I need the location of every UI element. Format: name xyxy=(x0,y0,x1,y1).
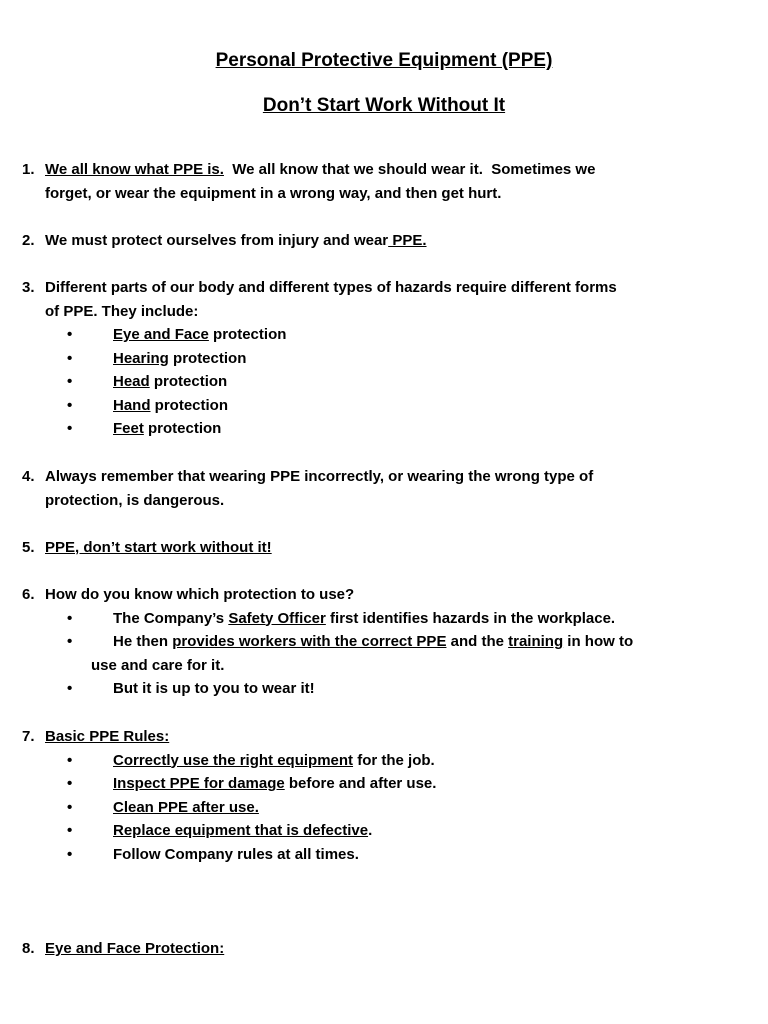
item-line: protection, is dangerous. xyxy=(45,491,225,509)
bullet-list xyxy=(45,749,732,867)
list-item-7 xyxy=(22,725,732,866)
item-number: 5. xyxy=(22,539,35,556)
bullet-item: • Eye and Face protection xyxy=(45,323,732,347)
item-number: 7. xyxy=(22,728,35,745)
list-item-2 xyxy=(22,229,732,253)
item-line xyxy=(45,725,732,749)
bullet-list xyxy=(45,323,732,441)
list-item-8 xyxy=(22,937,732,961)
bullet-item: • Replace equipment that is defective. xyxy=(45,819,732,843)
item-line: Different parts of our body and different types of hazards require different forms xyxy=(45,279,617,296)
list-item-3 xyxy=(22,276,732,441)
bullet-icon: • xyxy=(67,373,73,390)
bullet-icon: • xyxy=(67,845,73,863)
bullet-icon: • xyxy=(67,822,73,839)
item-number: 8. xyxy=(22,940,35,957)
item-number: 3. xyxy=(22,279,35,296)
item-line xyxy=(45,536,732,560)
bullet-continuation: use and care for it. xyxy=(91,656,225,674)
bullet-icon: • xyxy=(67,751,73,769)
item-line: of PPE. They include: xyxy=(45,302,199,320)
bullet-item: • Head protection xyxy=(45,370,732,394)
bullet-icon: • xyxy=(67,680,73,697)
bullet-item: • Clean PPE after use. xyxy=(45,796,732,820)
underlined-text: PPE, don’t start work without it! xyxy=(45,539,272,556)
bullet-icon: • xyxy=(67,798,73,816)
list-item-4 xyxy=(22,465,732,512)
bullet-icon: • xyxy=(67,326,73,343)
item-text: We all know that we should wear it. Sometimes we xyxy=(223,161,596,178)
item-line xyxy=(45,937,732,961)
bullet-icon: • xyxy=(67,633,73,650)
item-line xyxy=(45,229,732,253)
document-subtitle: Don’t Start Work Without It xyxy=(262,95,506,116)
bullet-item: • But it is up to you to wear it! xyxy=(45,677,732,701)
list-item-1 xyxy=(22,158,732,205)
bullet-item: • Hand protection xyxy=(45,394,732,418)
bullet-icon: • xyxy=(67,420,73,437)
bullet-item: • Correctly use the right equipment for the job. xyxy=(45,749,732,773)
bullet-item: • He then provides workers with the correct PPE and the training in how to use and care for it. xyxy=(45,630,732,677)
underlined-text: We all know what PPE is. xyxy=(45,161,224,178)
bullet-icon: • xyxy=(67,609,73,627)
bullet-item: • Inspect PPE for damage before and after use. xyxy=(45,772,732,796)
item-line: How do you know which protection to use? xyxy=(45,586,355,603)
item-text: We must protect ourselves from injury and wear xyxy=(45,232,389,249)
item-line xyxy=(45,158,732,182)
bullet-item: • Feet protection xyxy=(45,417,732,441)
item-number: 2. xyxy=(22,232,35,249)
item-number: 4. xyxy=(22,468,35,485)
list-item-6 xyxy=(22,583,732,701)
bullet-icon: • xyxy=(67,775,73,792)
document-title: Personal Protective Equipment (PPE) xyxy=(215,50,553,71)
item-line: Always remember that wearing PPE incorrectly, or wearing the wrong type of xyxy=(45,468,594,485)
bullet-list xyxy=(45,607,732,701)
bullet-icon: • xyxy=(67,349,73,367)
item-number: 1. xyxy=(22,161,35,178)
item-line: forget, or wear the equipment in a wrong way, and then get hurt. xyxy=(45,184,502,202)
underlined-text: PPE. xyxy=(388,232,427,249)
bullet-icon: • xyxy=(67,396,73,414)
bullet-item: • Hearing protection xyxy=(45,347,732,371)
bullet-item: • Follow Company rules at all times. xyxy=(45,843,732,867)
underlined-text: Eye and Face Protection: xyxy=(45,940,225,957)
item-number: 6. xyxy=(22,586,35,603)
list-item-5 xyxy=(22,536,732,560)
underlined-text: Basic PPE Rules: xyxy=(45,728,170,745)
bullet-item: • The Company’s Safety Officer first identifies hazards in the workplace. xyxy=(45,607,732,631)
